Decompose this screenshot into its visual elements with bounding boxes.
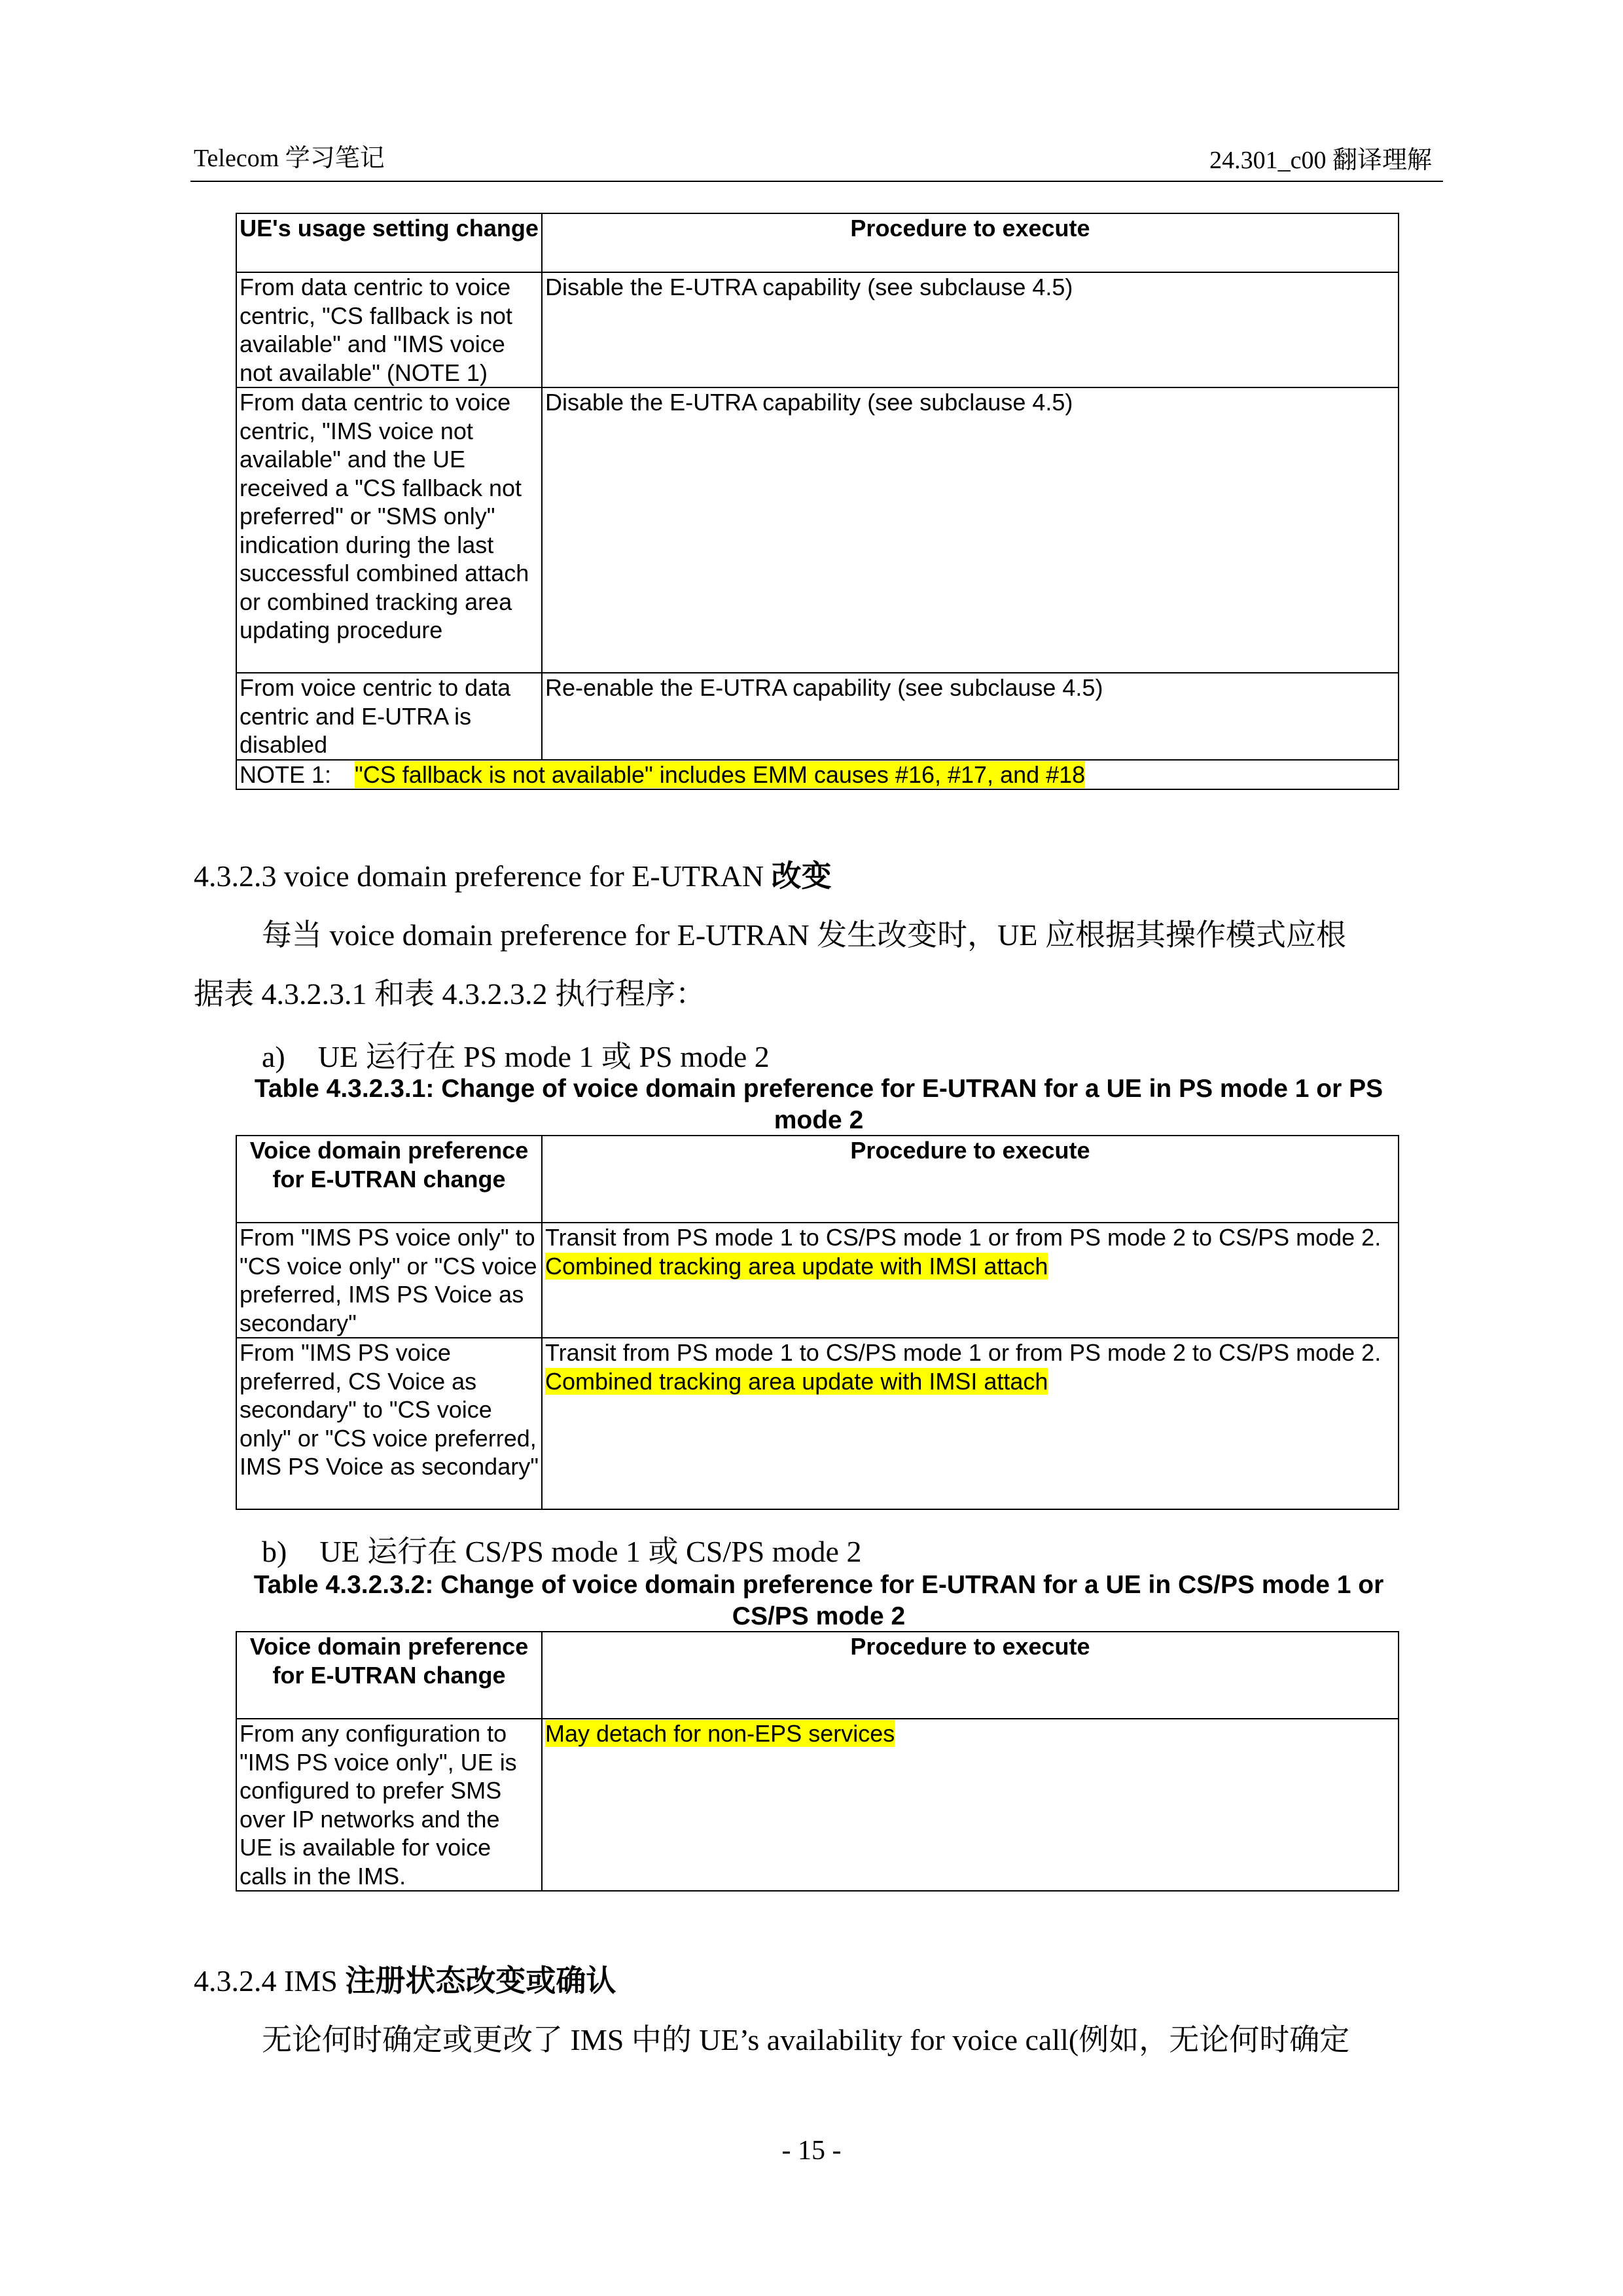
column-header: Procedure to execute	[542, 1632, 1399, 1719]
list-item-text: UE 运行在 CS/PS mode 1 或 CS/PS mode 2	[319, 1535, 862, 1568]
table-cell: From voice centric to data centric and E-UTRA is disabled	[236, 673, 542, 760]
table-row	[236, 387, 1399, 673]
table-caption-line: CS/PS mode 2	[732, 1602, 906, 1630]
table-row	[236, 673, 1399, 760]
highlighted-text: Combined tracking area update with IMSI attach	[545, 1367, 1048, 1395]
list-item-a	[262, 1033, 770, 1076]
column-header: Voice domain preference for E-UTRAN change	[236, 1632, 542, 1719]
table-cell: Disable the E-UTRA capability (see subclause 4.5)	[542, 387, 1399, 673]
column-header: Procedure to execute	[542, 213, 1399, 272]
list-item-b	[262, 1528, 861, 1571]
table-caption	[194, 1570, 1444, 1632]
table-cell: From data centric to voice centric, "IMS voice not available" and the UE received a "CS fallback not preferred" or "SMS only" indication during the last successful combined attach or combined tracking area updating procedure	[236, 387, 542, 673]
table-4-3-2-3-1	[236, 1135, 1399, 1510]
table-row	[236, 1223, 1399, 1338]
table-header-row	[236, 1632, 1399, 1719]
table-cell	[542, 1223, 1399, 1338]
note-label: NOTE 1:	[240, 761, 332, 788]
table-row	[236, 1338, 1399, 1509]
table-header-row	[236, 213, 1399, 272]
table-cell: From any configuration to "IMS PS voice only", UE is configured to prefer SMS over IP networks and the UE is available for voice calls in the IMS.	[236, 1719, 542, 1891]
page-number: - 15 -	[781, 2136, 842, 2166]
table-note-row	[236, 760, 1399, 790]
header-rule	[190, 181, 1443, 182]
table-4-3-2-3-2	[236, 1631, 1399, 1892]
table-cell: Re-enable the E-UTRA capability (see subclause 4.5)	[542, 673, 1399, 760]
table-caption	[194, 1073, 1444, 1136]
table-cell	[542, 1338, 1399, 1509]
section-heading-number: 4.3.2.3 voice domain preference for E-UTRAN	[194, 859, 772, 893]
paragraph-line: 每当 voice domain preference for E-UTRAN 发生改变时，UE 应根据其操作模式应根	[262, 918, 1346, 952]
table-row	[236, 1719, 1399, 1891]
paragraph-line: 据表 4.3.2.3.1 和表 4.3.2.3.2 执行程序：	[194, 977, 705, 1011]
column-header: UE's usage setting change	[236, 213, 542, 272]
list-marker: b)	[262, 1535, 287, 1568]
section-heading	[194, 1957, 616, 2000]
list-marker: a)	[262, 1040, 285, 1073]
cell-text: Transit from PS mode 1 to CS/PS mode 1 or from PS mode 2 to CS/PS mode 2.	[545, 1339, 1382, 1366]
table-cell	[542, 1719, 1399, 1891]
table-header-row	[236, 1136, 1399, 1223]
section-heading-chinese: 改变	[771, 859, 832, 893]
table-caption-line: mode 2	[774, 1106, 864, 1134]
table-caption-line: Table 4.3.2.3.1: Change of voice domain preference for E-UTRAN for a UE in PS mode 1 or PS	[254, 1075, 1383, 1103]
cell-text: Transit from PS mode 1 to CS/PS mode 1 or from PS mode 2 to CS/PS mode 2.	[545, 1224, 1382, 1251]
table-caption-line: Table 4.3.2.3.2: Change of voice domain preference for E-UTRAN for a UE in CS/PS mode 1 or	[253, 1571, 1384, 1599]
list-item-text: UE 运行在 PS mode 1 或 PS mode 2	[317, 1040, 770, 1073]
paragraph-line: 无论何时确定或更改了 IMS 中的 UE’s availability for voice call(例如，无论何时确定	[262, 2023, 1350, 2056]
table-row	[236, 272, 1399, 387]
header-right: 24.301_c00 翻译理解	[1209, 147, 1432, 174]
table-cell: From "IMS PS voice preferred, CS Voice as secondary" to "CS voice only" or "CS voice preferred, IMS PS Voice as secondary"	[236, 1338, 542, 1509]
column-header: Voice domain preference for E-UTRAN change	[236, 1136, 542, 1223]
highlighted-text: May detach for non-EPS services	[545, 1720, 895, 1747]
section-heading-number: 4.3.2.4 IMS	[194, 1964, 346, 1998]
usage-setting-table	[236, 213, 1399, 790]
table-cell: From "IMS PS voice only" to "CS voice only" or "CS voice preferred, IMS PS Voice as secondary"	[236, 1223, 542, 1338]
section-heading	[194, 852, 832, 895]
table-note-cell	[236, 760, 1399, 790]
note-text: "CS fallback is not available" includes EMM causes #16, #17, and #18	[355, 761, 1086, 788]
table-cell: Disable the E-UTRA capability (see subclause 4.5)	[542, 272, 1399, 387]
section-heading-chinese: 注册状态改变或确认	[345, 1964, 616, 1998]
column-header: Procedure to execute	[542, 1136, 1399, 1223]
header-left: Telecom 学习笔记	[194, 145, 385, 172]
highlighted-text: Combined tracking area update with IMSI attach	[545, 1252, 1048, 1280]
table-cell: From data centric to voice centric, "CS fallback is not available" and "IMS voice not available" (NOTE 1)	[236, 272, 542, 387]
